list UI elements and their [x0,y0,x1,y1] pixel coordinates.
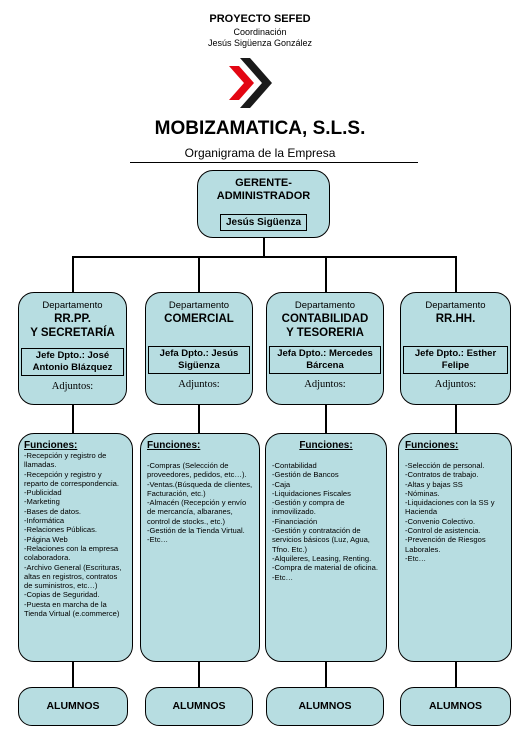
gerente-title-line2: ADMINISTRADOR [216,190,311,202]
gerente-name: Jesús Sigüenza [220,214,307,231]
function-item: -Etc… [272,572,294,582]
function-item: -Etc… [405,553,427,563]
function-item: -Ventas.(Búsqueda de clientes, Facturación, etc.) [147,479,253,498]
department-head [403,346,508,374]
coordinator-name: Jesús Sigüenza González [207,38,313,48]
function-item: -Liquidaciones Fiscales [272,488,351,498]
connector-dept2-alumnos [198,662,200,687]
gerente-title-line1: GERENTE- [235,177,292,189]
department-head-line2: Sigüenza [178,360,220,371]
functions-title: Funciones: [147,440,201,451]
functions-list [405,461,505,563]
department-box-comercial [145,292,253,405]
connector-dept4-funcs [455,404,457,434]
function-item: -Bases de datos. [24,506,81,516]
functions-list [24,451,126,618]
function-item: -Prevención de Riesgos Laborales. [405,535,486,554]
function-item: -Contabilidad [272,461,317,470]
function-item: -Página Web [24,534,68,544]
function-item: -Financiación [272,516,318,526]
function-item: -Contratos de trabajo. [405,470,479,480]
department-head-line1: Jefa Dpto.: Jesús [159,348,239,359]
department-head-line2: Bárcena [306,360,344,371]
function-item: -Almacén (Recepción y envío de mercancía, albaranes, control de stocks., etc.) [147,498,247,526]
functions-title: Funciones: [24,440,78,451]
functions-title: Funciones: [405,440,459,451]
department-head-line2: Antonio Blázquez [32,362,113,373]
adjuntos-label: Adjuntos: [178,379,220,390]
department-head-line1: Jefe Dpto.: José [35,350,110,361]
function-item: -Gestión y compra de inmovilizado. [272,498,345,517]
connector-dept1-funcs [72,404,74,434]
functions-title: Funciones: [299,440,353,451]
functions-box-rrpp [18,433,133,662]
department-label: Departamento [42,300,103,311]
adjuntos-label: Adjuntos: [51,381,94,392]
functions-box-contabilidad [265,433,387,662]
chart-subtitle: Organigrama de la Empresa [184,146,336,160]
function-item: -Etc… [147,535,169,545]
function-item: -Alquileres, Leasing, Renting. [272,553,372,563]
function-item: -Nóminas. [405,488,440,498]
department-title-line1: CONTABILIDAD [281,313,369,325]
department-head [148,346,250,374]
department-label: Departamento [425,300,486,311]
department-head [21,348,124,376]
function-item: -Gestión de Bancos [272,470,339,480]
functions-list [272,461,380,582]
department-title-line2: Y TESORERIA [286,327,364,339]
function-item: -Puesta en marcha de la Tienda Virtual (e.commerce) [24,599,120,619]
function-item: -Publicidad [24,488,62,498]
coordination-label: Coordinación [233,27,287,37]
department-title-line1: RR.PP. [54,313,91,325]
functions-list [147,461,253,545]
function-item: -Convenio Colectivo. [405,516,476,526]
connector-dept3 [325,256,327,292]
function-item: -Caja [272,479,291,489]
function-item: -Relaciones Públicas. [24,525,98,535]
department-head-line1: Jefe Dpto.: Esther [414,348,497,359]
function-item: -Relaciones con la empresa colaboradora. [24,543,119,563]
function-item: -Compras (Selección de proveedores, pedidos, etc…). [147,461,247,480]
function-item: -Gestión de la Tienda Virtual. [147,526,245,536]
function-item: -Archivo General (Escrituras, altas en registros, contratos de suministros, etc…) [24,562,122,591]
department-label: Departamento [168,300,230,311]
function-item: -Informática [24,516,65,526]
adjuntos-label: Adjuntos: [434,379,477,390]
functions-box-rrhh [398,433,512,662]
connector-dept4 [455,256,457,292]
function-item: -Altas y bajas SS [405,479,463,489]
function-item: -Selección de personal. [405,461,485,470]
adjuntos-label: Adjuntos: [304,379,346,390]
department-box-rrhh [400,292,511,405]
connector-dept3-alumnos [325,662,327,687]
connector-dept2 [198,256,200,292]
connector-gerente-down [263,238,265,256]
department-head-line1: Jefa Dpto.: Mercedes [277,348,373,359]
connector-dept3-funcs [325,404,327,434]
connector-dept1-alumnos [72,662,74,687]
alumnos-box-rrhh: ALUMNOS [400,687,511,726]
function-item: -Liquidaciones con la SS y Hacienda [405,498,495,517]
department-box-rrpp [18,292,127,405]
connector-horizontal [72,256,456,258]
functions-box-comercial [140,433,260,662]
department-head [269,346,381,374]
department-label: Departamento [294,300,356,311]
subtitle-underline [130,162,418,163]
function-item: -Compra de material de oficina. [272,563,378,573]
function-item: -Recepción y registro y reparto de correspondencia. [24,469,119,488]
project-title: PROYECTO SEFED [209,13,311,25]
function-item: -Copias de Seguridad. [24,590,100,600]
alumnos-box-contabilidad: ALUMNOS [266,687,384,726]
alumnos-box-comercial: ALUMNOS [145,687,253,726]
connector-dept4-alumnos [455,662,457,687]
function-item: -Control de asistencia. [405,526,481,536]
alumnos-box-rrpp: ALUMNOS [18,687,128,726]
function-item: -Recepción y registro de llamadas. [24,451,107,470]
department-head-line2: Felipe [441,360,470,371]
connector-dept2-funcs [198,404,200,434]
department-title-line1: COMERCIAL [164,313,234,325]
department-box-contabilidad [266,292,384,405]
department-title-line1: RR.HH. [435,313,476,325]
function-item: -Marketing [24,497,60,507]
company-name: MOBIZAMATICA, S.L.S. [154,118,366,139]
function-item: -Gestión y contratación de servicios básicos (Luz, Agua, Tfno. Etc.) [272,526,370,554]
company-logo [226,56,274,110]
connector-dept1 [72,256,74,292]
gerente-box [197,170,330,238]
department-title-line2: Y SECRETARÍA [30,327,115,339]
